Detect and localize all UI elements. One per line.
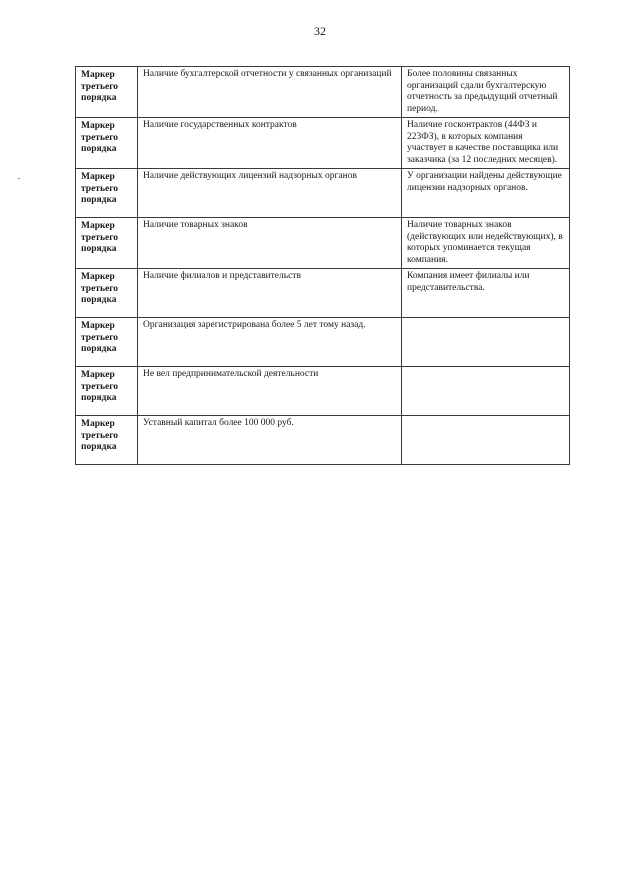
table-row [76, 269, 570, 318]
description-cell: Наличие госконтрактов (44ФЗ и 223ФЗ), в которых компания участвует в качестве поставщика или заказчика (за 12 последних месяцев). [402, 118, 570, 169]
table-row [76, 118, 570, 169]
description-cell: У организации найдены действующие лицензии надзорных органов. [402, 169, 570, 218]
description-cell [402, 367, 570, 416]
markers-table [75, 66, 570, 465]
description-cell: Компания имеет филиалы или представительства. [402, 269, 570, 318]
table-row [76, 218, 570, 269]
criterion-cell: Наличие товарных знаков [138, 218, 402, 269]
description-cell: Наличие товарных знаков (действующих или недействующих), в которых упоминается текущая компания. [402, 218, 570, 269]
description-cell [402, 416, 570, 465]
marker-cell: Маркер третьего порядка [76, 169, 138, 218]
criterion-cell: Наличие бухгалтерской отчетности у связанных организаций [138, 67, 402, 118]
description-cell: Более половины связанных организаций сдали бухгалтерскую отчетность за предыдущий отчетный период. [402, 67, 570, 118]
scan-speck [18, 178, 20, 179]
criterion-cell: Наличие государственных контрактов [138, 118, 402, 169]
description-cell [402, 318, 570, 367]
table-row [76, 67, 570, 118]
marker-cell: Маркер третьего порядка [76, 367, 138, 416]
marker-cell: Маркер третьего порядка [76, 118, 138, 169]
page-number: 32 [314, 24, 326, 38]
table-row [76, 416, 570, 465]
criterion-cell: Наличие действующих лицензий надзорных органов [138, 169, 402, 218]
marker-cell: Маркер третьего порядка [76, 318, 138, 367]
criterion-cell: Не вел предпринимательской деятельности [138, 367, 402, 416]
marker-cell: Маркер третьего порядка [76, 67, 138, 118]
criterion-cell: Организация зарегистрирована более 5 лет тому назад. [138, 318, 402, 367]
table-row [76, 318, 570, 367]
marker-cell: Маркер третьего порядка [76, 416, 138, 465]
criterion-cell: Наличие филиалов и представительств [138, 269, 402, 318]
marker-cell: Маркер третьего порядка [76, 218, 138, 269]
table-row [76, 169, 570, 218]
marker-cell: Маркер третьего порядка [76, 269, 138, 318]
table-row [76, 367, 570, 416]
criterion-cell: Уставный капитал более 100 000 руб. [138, 416, 402, 465]
